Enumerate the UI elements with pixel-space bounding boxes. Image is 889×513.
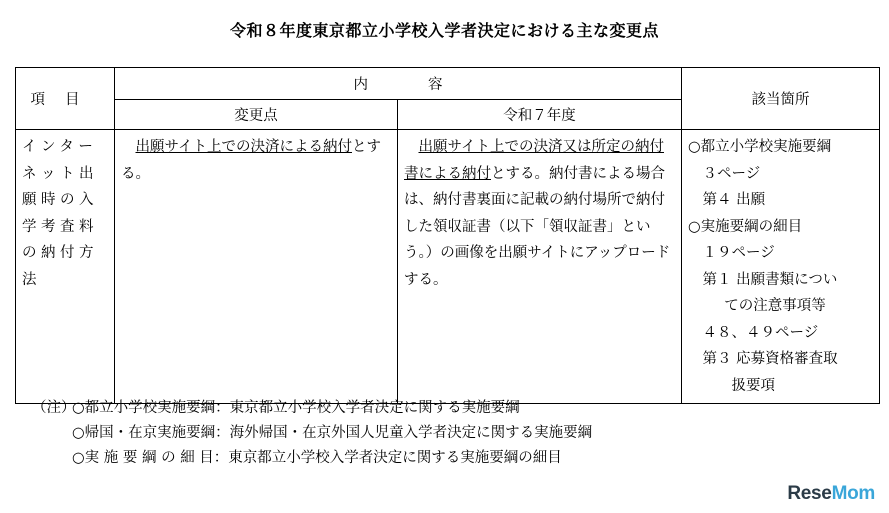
header-reference: 該当箇所 — [682, 68, 880, 130]
resemom-logo: ReseMom — [787, 483, 875, 504]
r7-underlined: 出願サイト上での決済又は所定の納付書による納付 — [404, 139, 664, 182]
header-content: 内容 — [115, 68, 682, 100]
ref-line: 第１ 出願書類につい — [702, 271, 838, 288]
ref-line: ○実施要綱の細目 — [688, 218, 803, 235]
header-r7: 令和７年度 — [398, 100, 682, 130]
ref-line: 扱要項 — [731, 377, 775, 394]
ref-line: ての注意事項等 — [724, 298, 826, 314]
notes — [32, 396, 592, 471]
page-title: 令和８年度東京都立小学校入学者決定における主な変更点 — [229, 21, 659, 40]
change-rest: とする。 — [121, 139, 381, 182]
changes-table — [15, 67, 880, 404]
note-line: ○都立小学校実施要綱：東京都立小学校入学者決定に関する実施要綱 — [72, 400, 520, 416]
ref-line: ４８、４９ページ — [702, 324, 819, 341]
note-row — [32, 396, 592, 421]
note-prefix: （注） — [32, 400, 76, 416]
ref-line: 第３ 応募資格審査取 — [702, 351, 838, 367]
change-underlined: 出願サイト上での決済による納付 — [135, 139, 352, 155]
note-line: ○実 施 要 綱 の 細 目：東京都立小学校入学者決定に関する実施要綱の細目 — [72, 450, 562, 466]
item-cell: インターネット出願時の入学考査料の納付方法 — [16, 130, 115, 404]
ref-line: 第４ 出願 — [702, 192, 766, 208]
note-line: ○帰国・在京実施要綱：海外帰国・在京外国人児童入学者決定に関する実施要綱 — [72, 425, 593, 441]
header-item: 項目 — [16, 68, 115, 130]
ref-line: ３ページ — [702, 165, 761, 182]
header-change: 変更点 — [115, 100, 398, 130]
ref-line: ○都立小学校実施要綱 — [688, 139, 832, 155]
note-row — [32, 446, 592, 471]
reference-cell — [682, 130, 880, 404]
r7-rest: とする。納付書による場合は、納付書裏面に記載の納付場所で納付した領収証書（以下「領収証書」という。）の画像を出願サイトにアップロードする。 — [404, 165, 671, 288]
ref-line: １９ページ — [702, 245, 775, 261]
note-row — [32, 421, 592, 446]
r7-cell — [398, 130, 682, 404]
change-cell — [115, 130, 398, 404]
